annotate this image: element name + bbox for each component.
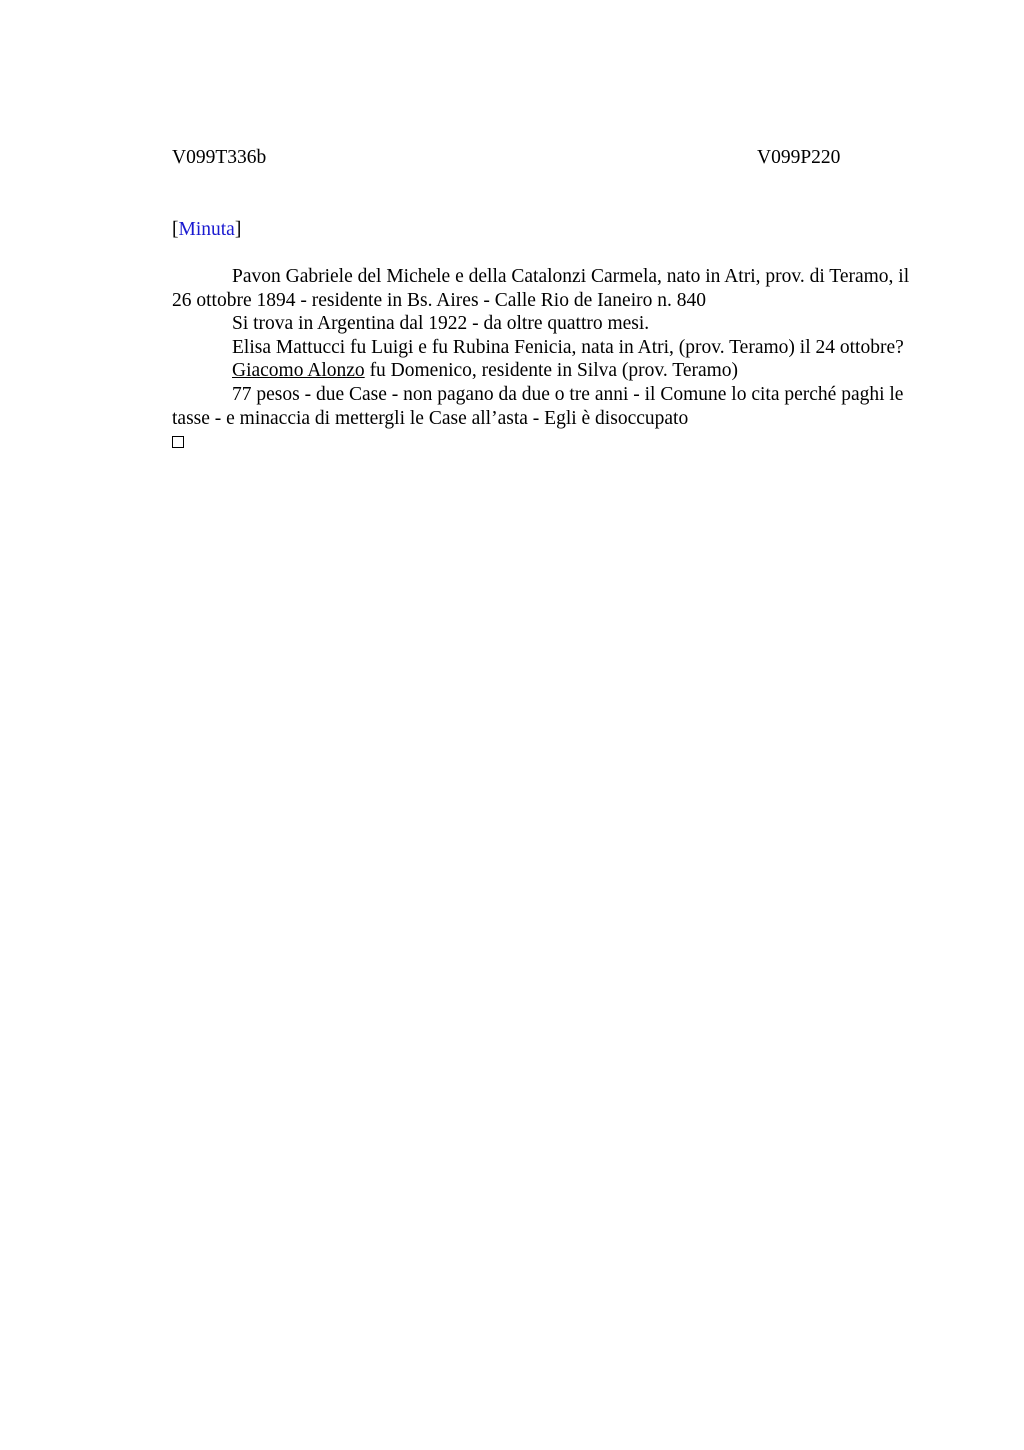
close-bracket: ] [234,219,242,240]
paragraph-alonzo-rest: fu Domenico, residente in Silva (prov. Teramo) [364,360,739,382]
paragraph-pesos: 77 pesos - due Case - non pagano da due o tre anni - il Comune lo cita perché paghi le tasse - e minaccia di mettergli le Case all’asta - Egli è disoccupato [172,383,904,429]
document-body [172,265,928,455]
paragraph-mattucci: Elisa Mattucci fu Luigi e fu Rubina Fenicia, nata in Atri, (prov. Teramo) il 24 ottobre? [232,336,904,358]
document-code-left: V099T336b [172,147,267,168]
paragraph-pavon: Pavon Gabriele del Michele e della Catalonzi Carmela, nato in Atri, prov. di Teramo, il 26 ottobre 1894 - residente in Bs. Aires - Calle Rio de Ianeiro n. 840 [172,266,910,311]
open-bracket: [ [172,219,179,240]
checkbox-icon [172,436,184,448]
minuta-link[interactable]: Minuta [178,219,235,240]
paragraph-argentina: Si trova in Argentina dal 1922 - da oltre quattro mesi. [232,313,650,335]
document-code-right: V099P220 [757,147,841,168]
minuta-heading [172,218,241,242]
underlined-name: Giacomo Alonzo [232,360,365,382]
paragraph-alonzo [172,359,928,383]
